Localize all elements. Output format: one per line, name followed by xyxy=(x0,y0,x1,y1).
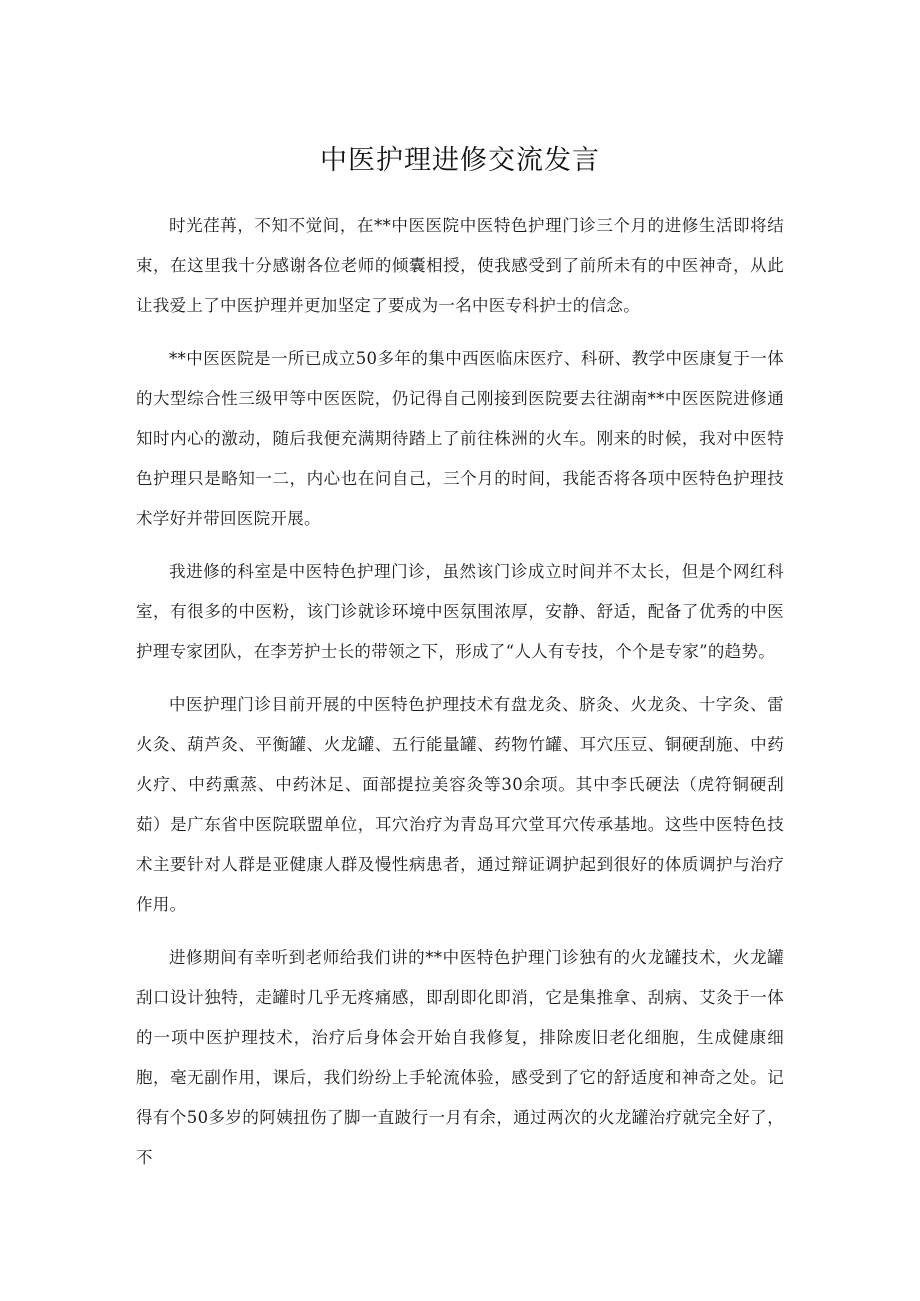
paragraph-3: 我进修的科室是中医特色护理门诊，虽然该门诊成立时间并不太长，但是个网红科室，有很多的中医粉，该门诊就诊环境中医氛围浓厚，安静、舒适，配备了优秀的中医护理专家团队，在李芳护士长的带领之下，形成了“人人有专技，个个是专家”的趋势。 xyxy=(136,562,784,661)
paragraph-2: **中医医院是一所已成立50多年的集中西医临床医疗、科研、教学中医康复于一体的大型综合性三级甲等中医医院，仍记得自己刚接到医院要去往湖南**中医医院进修通知时内心的激动，随后我便充满期待踏上了前往株洲的火车。刚来的时候，我对中医特色护理只是略知一二，内心也在问自己，三个月的时间，我能否将各项中医特色护理技术学好并带回医院开展。 xyxy=(136,349,784,528)
paragraph-5: 进修期间有幸听到老师给我们讲的**中医特色护理门诊独有的火龙罐技术，火龙罐刮口设计独特，走罐时几乎无疼痛感，即刮即化即消，它是集推拿、刮病、艾灸于一体的一项中医护理技术，治疗后身体会开始自我修复，排除废旧老化细胞，生成健康细胞，毫无副作用，课后，我们纷纷上手轮流体验，感受到了它的舒适度和神奇之处。记得有个50多岁的阿姨扭伤了脚一直跛行一月有余，通过两次的火龙罐治疗就完全好了，不 xyxy=(136,948,784,1167)
document-body xyxy=(136,206,784,1191)
document-title: 中医护理进修交流发言 xyxy=(320,145,600,176)
paragraph-4: 中医护理门诊目前开展的中医特色护理技术有盘龙灸、脐灸、火龙灸、十字灸、雷火灸、葫芦灸、平衡罐、火龙罐、五行能量罐、药物竹罐、耳穴压豆、铜硬刮施、中药火疗、中药熏蒸、中药沐足、面部提拉美容灸等30余项。其中李氏硬法（虎符铜硬刮茹）是广东省中医院联盟单位，耳穴治疗为青岛耳穴堂耳穴传承基地。这些中医特色技术主要针对人群是亚健康人群及慢性病患者，通过辩证调护起到很好的体质调护与治疗作用。 xyxy=(136,695,784,914)
paragraph-1: 时光荏苒，不知不觉间，在**中医医院中医特色护理门诊三个月的进修生活即将结束，在这里我十分感谢各位老师的倾囊相授，使我感受到了前所未有的中医神奇，从此让我爱上了中医护理并更加坚定了要成为一名中医专科护士的信念。 xyxy=(136,216,784,315)
